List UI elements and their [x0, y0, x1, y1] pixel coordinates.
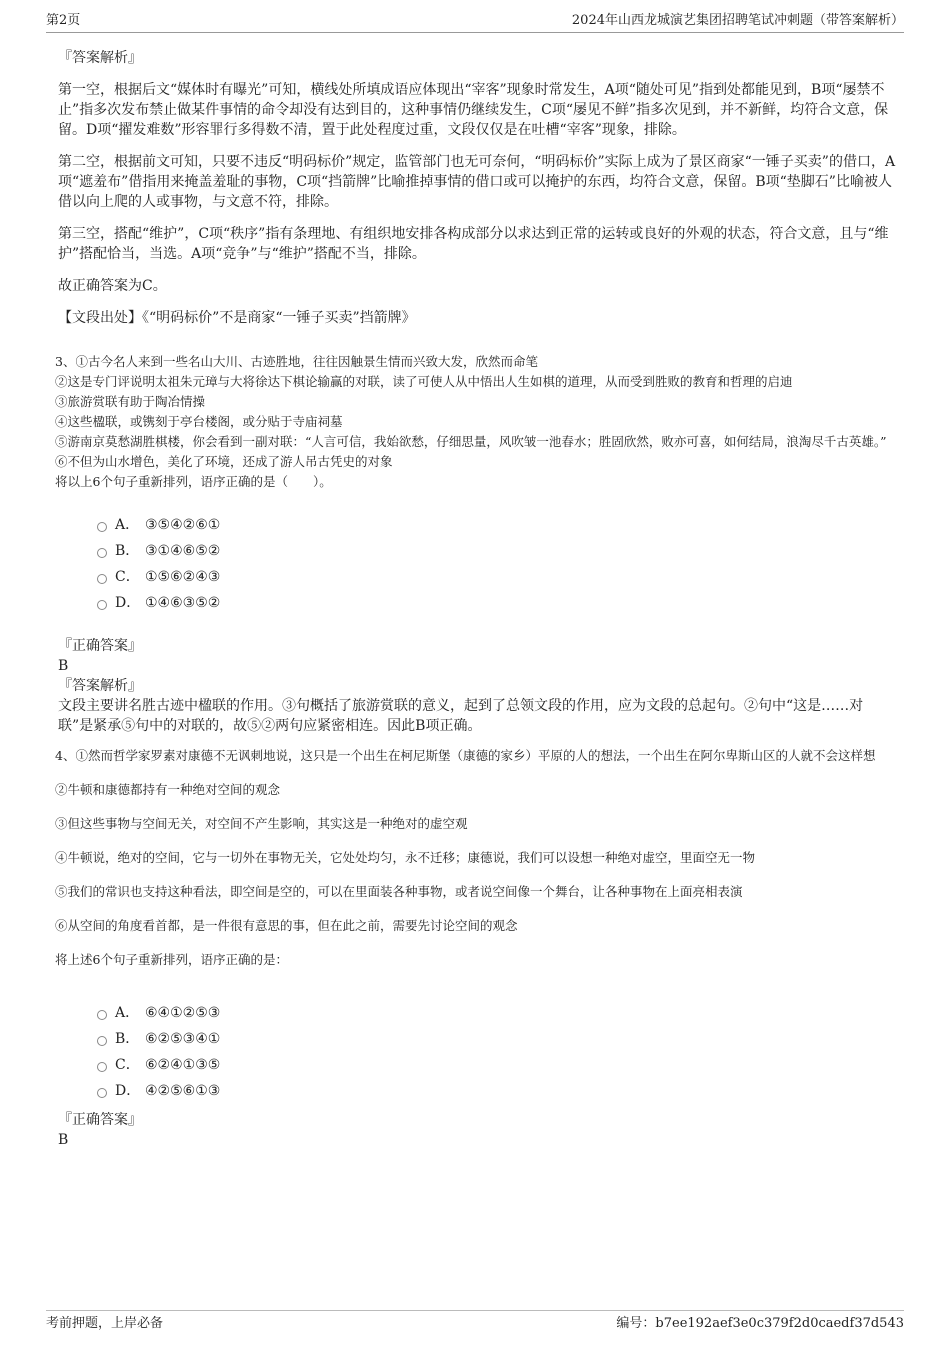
q3-option-c[interactable]: C． ①⑤⑥②④③	[97, 567, 220, 587]
q4-stem-line: 4、①然而哲学家罗素对康德不无讽刺地说，这只是一个出生在柯尼斯堡（康德的家乡）平原的人的想法，一个出生在阿尔卑斯山区的人就不会这样想	[55, 748, 876, 763]
q4-stem-line: ②牛顿和康德都持有一种绝对空间的观念	[55, 782, 281, 797]
q2-source: 【文段出处】《“明码标价”不是商家“一锤子买卖”挡箭牌》	[58, 310, 416, 326]
q4-answer-label: 『正确答案』	[58, 1112, 142, 1128]
q3-stem-line: ④这些楹联，或镌刻于亭台楼阁，或分贴于寺庙祠墓	[55, 414, 343, 429]
radio-icon[interactable]	[97, 1062, 107, 1072]
q3-answer-label: 『正确答案』	[58, 638, 142, 654]
q2-analysis-label: 『答案解析』	[58, 50, 142, 66]
q3-stem-line: 3、①古今名人来到一些名山大川、古迹胜地，往往因触景生情而兴致大发，欣然而命笔	[55, 354, 538, 369]
q3-answer: B	[58, 658, 69, 674]
radio-icon[interactable]	[97, 1088, 107, 1098]
page-number: 第2页	[46, 13, 81, 28]
q3-stem-line: ③旅游赏联有助于陶冶情操	[55, 394, 206, 409]
q3-stem	[55, 352, 895, 492]
q3-analysis-label: 『答案解析』	[58, 678, 142, 694]
footer-slogan: 考前押题，上岸必备	[46, 1316, 164, 1331]
radio-icon[interactable]	[97, 1036, 107, 1046]
q2-conclusion: 故正确答案为C。	[58, 278, 167, 294]
q4-stem-line: ⑥从空间的角度看首都，是一件很有意思的事，但在此之前，需要先讨论空间的观念	[55, 918, 518, 933]
q4-stem	[55, 746, 895, 970]
page-header	[46, 12, 904, 33]
q4-stem-line: ④牛顿说，绝对的空间，它与一切外在事物无关，它处处均匀，永不迁移；康德说，我们可以设想一种绝对虚空，里面空无一物	[55, 850, 756, 865]
q4-option-b[interactable]: B． ⑥②⑤③④①	[97, 1029, 220, 1049]
q3-analysis: 文段主要讲名胜古迹中楹联的作用。③句概括了旅游赏联的意义，起到了总领文段的作用，应为文段的总起句。②句中“这是……对联”是紧承⑤句中的对联的，故⑤②两句应紧密相连。因此B项正确。	[58, 698, 864, 734]
q3-question: 将以上6个句子重新排列，语序正确的是（ ）。	[55, 474, 332, 489]
q4-option-a[interactable]: A． ⑥④①②⑤③	[97, 1003, 220, 1023]
q3-answer-section	[58, 636, 898, 736]
q2-analysis-section	[58, 48, 898, 340]
q3-option-a[interactable]: A． ③⑤④②⑥①	[97, 515, 220, 535]
q2-analysis-paragraph: 第一空，根据后文“媒体时有曝光”可知，横线处所填成语应体现出“宰客”现象时常发生，A项“随处可见”指到处都能见到，B项“屡禁不止”指多次发布禁止做某件事情的命令却没有达到目的，这种事情仍继续发生，C项“屡见不鲜”指多次见到，并不新鲜，均符合文意，保留。D项“擢发难数”形容罪行多得数不清，置于此处程度过重，文段仅仅是在吐槽“宰客”现象，排除。	[58, 82, 889, 138]
q4-answer-section	[58, 1110, 898, 1150]
document-title: 2024年山西龙城演艺集团招聘笔试冲刺题（带答案解析）	[571, 13, 904, 28]
radio-icon[interactable]	[97, 522, 107, 532]
q2-analysis-paragraph: 第二空，根据前文可知，只要不违反“明码标价”规定，监管部门也无可奈何，“明码标价”实际上成为了景区商家“一锤子买卖”的借口，A项“遮羞布”借指用来掩盖羞耻的事物，C项“挡箭牌”比喻推掉事情的借口或可以掩护的东西，均符合文意，保留。B项“垫脚石”比喻被人借以向上爬的人或事物，与文意不符，排除。	[58, 154, 896, 210]
q3-option-b[interactable]: B． ③①④⑥⑤②	[97, 541, 220, 561]
q3-stem-line: ⑥不但为山水增色，美化了环境，还成了游人吊古凭史的对象	[55, 454, 393, 469]
radio-icon[interactable]	[97, 1010, 107, 1020]
q4-answer: B	[58, 1132, 69, 1148]
q4-option-c[interactable]: C． ⑥②④①③⑤	[97, 1055, 220, 1075]
q4-option-d[interactable]: D． ④②⑤⑥①③	[97, 1081, 220, 1101]
q2-analysis-paragraph: 第三空，搭配“维护”，C项“秩序”指有条理地、有组织地安排各构成部分以求达到正常的运转或良好的外观的状态，符合文意，且与“维护”搭配恰当，当选。A项“竞争”与“维护”搭配不当，排除。	[58, 226, 889, 262]
page-footer	[46, 1310, 904, 1335]
q4-stem-line: ⑤我们的常识也支持这种看法，即空间是空的，可以在里面装各种事物，或者说空间像一个舞台，让各种事物在上面亮相表演	[55, 884, 743, 899]
document-id: 编号：b7ee192aef3e0c379f2d0caedf37d543	[616, 1316, 904, 1331]
radio-icon[interactable]	[97, 574, 107, 584]
q4-question: 将上述6个句子重新排列，语序正确的是：	[55, 952, 288, 967]
q4-stem-line: ③但这些事物与空间无关，对空间不产生影响，其实这是一种绝对的虚空观	[55, 816, 468, 831]
radio-icon[interactable]	[97, 548, 107, 558]
q3-stem-line: ②这是专门评说明太祖朱元璋与大将徐达下棋论输赢的对联，读了可使人从中悟出人生如棋的道理，从而受到胜败的教育和哲理的启迪	[55, 374, 793, 389]
radio-icon[interactable]	[97, 600, 107, 610]
q3-option-d[interactable]: D． ①④⑥③⑤②	[97, 593, 220, 613]
q3-stem-line: ⑤游南京莫愁湖胜棋楼，你会看到一副对联：“人言可信，我始欲愁，仔细思量，风吹皱一池春水；胜固欣然，败亦可喜，如何结局，浪淘尽千古英雄。”	[55, 434, 887, 449]
